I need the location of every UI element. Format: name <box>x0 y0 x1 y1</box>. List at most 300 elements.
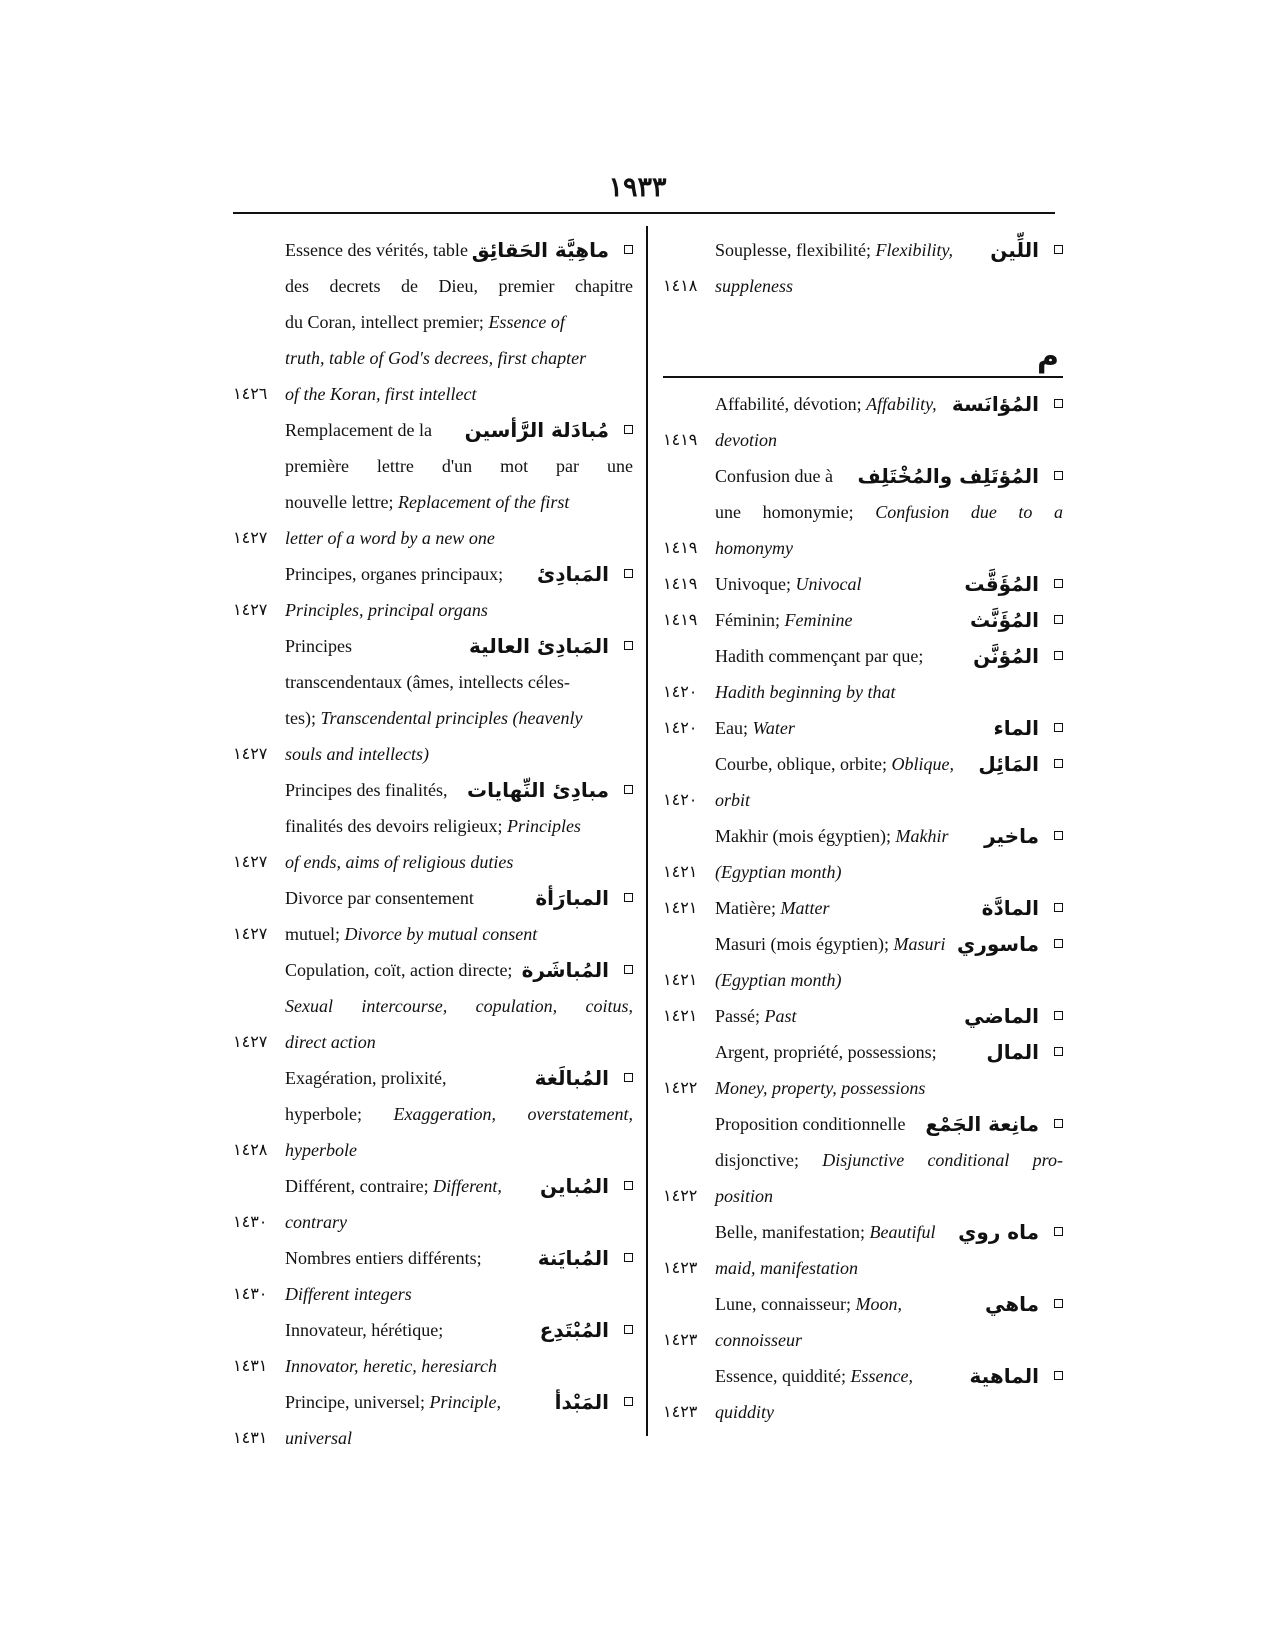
dictionary-entry <box>663 1034 1063 1106</box>
definition-text <box>285 1204 347 1240</box>
page-reference: ١٤٢٨ <box>233 1140 268 1159</box>
english-definition: direct action <box>285 1032 376 1052</box>
entry-line <box>663 1070 1063 1106</box>
entry-bullet-icon <box>624 965 633 974</box>
entry-line <box>233 1060 633 1096</box>
page-number: ١٩٣٣ <box>608 172 667 202</box>
english-definition: Hadith beginning by that <box>715 682 896 702</box>
definition-text <box>285 1096 633 1132</box>
arabic-term: اللِّين <box>990 238 1039 262</box>
entry-bullet-icon <box>1054 1371 1063 1380</box>
definition-text <box>285 1060 446 1096</box>
page-reference: ١٤١٩ <box>663 538 698 557</box>
entry-line <box>663 782 1063 818</box>
definition-text <box>285 304 565 340</box>
english-definition: Matter <box>780 898 830 918</box>
arabic-term: المُؤَقَّت <box>964 572 1039 596</box>
french-definition: Copulation, coït, action directe; <box>285 960 513 980</box>
entry-line <box>233 484 633 520</box>
dictionary-entry <box>663 1286 1063 1358</box>
english-definition: suppleness <box>715 276 793 296</box>
english-definition: Confusion due to a <box>875 502 1063 522</box>
entry-line <box>233 376 633 412</box>
dictionary-entry <box>663 602 1063 638</box>
definition-text <box>285 988 633 1024</box>
entry-bullet-icon <box>624 1397 633 1406</box>
definition-text <box>285 916 537 952</box>
english-definition: Sexual intercourse, copulation, coitus, <box>285 996 633 1016</box>
entry-bullet-icon <box>624 1073 633 1082</box>
dictionary-entry <box>663 890 1063 926</box>
french-definition: Principes des finalités, <box>285 780 448 800</box>
page-reference: ١٤١٨ <box>663 276 698 295</box>
french-definition: finalités des devoirs religieux; <box>285 816 503 836</box>
english-definition: of ends, aims of religious duties <box>285 852 514 872</box>
english-definition: Flexibility, <box>875 240 953 260</box>
entry-line <box>233 1168 633 1204</box>
entry-line <box>663 458 1063 494</box>
french-definition: Argent, propriété, possessions; <box>715 1042 937 1062</box>
english-definition: devotion <box>715 430 777 450</box>
english-definition: Univocal <box>795 574 862 594</box>
french-definition: hyperbole; <box>285 1104 362 1124</box>
definition-text <box>715 926 946 962</box>
dictionary-entry <box>233 880 633 952</box>
english-definition: Oblique, <box>891 754 954 774</box>
definition-text <box>715 998 797 1034</box>
entry-bullet-icon <box>1054 759 1063 768</box>
french-definition: Principes <box>285 636 352 656</box>
arabic-term: مانِعة الجَمْع <box>925 1112 1039 1136</box>
arabic-term: مبادِئ النِّهايات <box>467 778 609 802</box>
dictionary-entry <box>663 638 1063 710</box>
entry-bullet-icon <box>1054 579 1063 588</box>
entry-bullet-icon <box>1054 1299 1063 1308</box>
entry-line <box>663 746 1063 782</box>
definition-text <box>715 458 833 494</box>
arabic-term: المَبْدأ <box>554 1390 609 1414</box>
english-definition: universal <box>285 1428 352 1448</box>
french-definition: Univoque; <box>715 574 791 594</box>
dictionary-entry <box>663 1214 1063 1286</box>
french-definition: Exagération, prolixité, <box>285 1068 447 1088</box>
english-definition: homonymy <box>715 538 793 558</box>
french-definition: Confusion due à <box>715 466 833 486</box>
english-definition: quiddity <box>715 1402 774 1422</box>
definition-text <box>715 1358 913 1394</box>
entry-line <box>233 232 633 268</box>
french-definition: Courbe, oblique, orbite; <box>715 754 887 774</box>
english-definition: of the Koran, first intellect <box>285 384 477 404</box>
english-definition: souls and intellects) <box>285 744 429 764</box>
dictionary-entry <box>233 556 633 628</box>
right-column-entries <box>663 386 1063 1430</box>
page-reference: ١٤١٩ <box>663 610 698 629</box>
french-definition: Souplesse, flexibilité; <box>715 240 871 260</box>
definition-text <box>715 1250 858 1286</box>
entry-line <box>663 926 1063 962</box>
english-definition: Moon, <box>855 1294 902 1314</box>
french-definition: Essence, quiddité; <box>715 1366 846 1386</box>
arabic-term: المُباين <box>540 1174 609 1198</box>
entry-line <box>233 268 633 304</box>
definition-text <box>715 1142 1063 1178</box>
definition-text <box>285 1276 412 1312</box>
french-definition: Masuri (mois égyptien); <box>715 934 889 954</box>
english-definition: Transcendental principles (heavenly <box>320 708 583 728</box>
english-definition: contrary <box>285 1212 347 1232</box>
french-definition: mutuel; <box>285 924 340 944</box>
english-definition: Replacement of the first <box>397 492 570 512</box>
definition-text <box>715 232 953 268</box>
french-definition: Affabilité, dévotion; <box>715 394 862 414</box>
french-definition: Matière; <box>715 898 776 918</box>
english-definition: Water <box>752 718 795 738</box>
english-definition: Affability, <box>866 394 937 414</box>
entry-bullet-icon <box>1054 1047 1063 1056</box>
entry-bullet-icon <box>1054 245 1063 254</box>
page-reference: ١٤٢٦ <box>233 384 268 403</box>
english-definition: Essence, <box>850 1366 913 1386</box>
english-definition: letter of a word by a new one <box>285 528 495 548</box>
english-definition: Money, property, possessions <box>715 1078 926 1098</box>
dictionary-entry <box>663 1358 1063 1430</box>
dictionary-entry <box>663 386 1063 458</box>
definition-text <box>715 1214 935 1250</box>
page-reference: ١٤٢١ <box>663 898 698 917</box>
definition-text <box>285 484 569 520</box>
dictionary-entry <box>663 710 1063 746</box>
page-reference: ١٤٢٧ <box>233 528 268 547</box>
definition-text <box>285 1384 501 1420</box>
definition-text <box>715 1034 937 1070</box>
entry-line <box>663 1394 1063 1430</box>
english-definition: Principles, principal organs <box>285 600 488 620</box>
dictionary-entry <box>233 1060 633 1168</box>
entry-bullet-icon <box>1054 651 1063 660</box>
dictionary-entry <box>663 926 1063 998</box>
definition-text <box>715 1286 902 1322</box>
english-definition: hyperbole <box>285 1140 357 1160</box>
page-reference: ١٤٣١ <box>233 1356 268 1375</box>
definition-text <box>285 1312 443 1348</box>
entry-line <box>233 556 633 592</box>
entry-bullet-icon <box>624 569 633 578</box>
entry-line <box>663 232 1063 268</box>
definition-text <box>715 1106 906 1142</box>
dictionary-entry <box>663 1106 1063 1214</box>
english-definition: Principles <box>506 816 581 836</box>
page-reference: ١٤٣١ <box>233 1428 268 1447</box>
english-definition: Divorce by mutual consent <box>344 924 538 944</box>
definition-text <box>715 854 841 890</box>
english-definition: connoisseur <box>715 1330 802 1350</box>
entry-line <box>233 1312 633 1348</box>
entry-line <box>233 772 633 808</box>
english-definition: Feminine <box>784 610 853 630</box>
definition-text <box>285 1348 497 1384</box>
definition-text <box>715 1322 802 1358</box>
arabic-term: الماهية <box>969 1364 1039 1388</box>
page-reference: ١٤٢١ <box>663 1006 698 1025</box>
entry-line <box>233 1132 633 1168</box>
french-definition: une homonymie; <box>715 502 854 522</box>
definition-text <box>715 1178 773 1214</box>
definition-text <box>715 530 793 566</box>
entry-line <box>663 268 1063 304</box>
definition-text <box>715 494 1063 530</box>
english-definition: maid, manifestation <box>715 1258 858 1278</box>
dictionary-entry <box>233 772 633 880</box>
arabic-term: ماخير <box>984 824 1039 848</box>
arabic-term: المَائِل <box>978 752 1039 776</box>
definition-text <box>715 746 954 782</box>
french-definition: Hadith commençant par que; <box>715 646 924 666</box>
definition-text <box>285 340 586 376</box>
english-definition: Masuri <box>893 934 946 954</box>
dictionary-entry <box>663 998 1063 1034</box>
definition-text <box>285 1420 352 1456</box>
entry-bullet-icon <box>1054 831 1063 840</box>
entry-line <box>233 1276 633 1312</box>
entry-bullet-icon <box>624 1325 633 1334</box>
english-definition: (Egyptian month) <box>715 970 842 990</box>
entry-bullet-icon <box>1054 903 1063 912</box>
entry-line <box>233 1420 633 1456</box>
arabic-term: المُؤتَلِف والمُخْتَلِف <box>857 464 1039 488</box>
arabic-term: مُبادَلة الرَّأسين <box>464 418 609 442</box>
left-column <box>233 232 633 1456</box>
entry-line <box>663 1214 1063 1250</box>
entry-line <box>663 674 1063 710</box>
definition-text <box>715 1070 925 1106</box>
english-definition: truth, table of God's decrees, first chapter <box>285 348 587 368</box>
entry-line <box>663 1142 1063 1178</box>
definition-text <box>715 710 795 746</box>
entry-line <box>233 340 633 376</box>
page-reference: ١٤٢٠ <box>663 718 698 737</box>
definition-text <box>285 556 503 592</box>
dictionary-entry <box>233 628 633 772</box>
french-definition: Féminin; <box>715 610 781 630</box>
entry-line <box>663 602 1063 638</box>
entry-bullet-icon <box>624 1253 633 1262</box>
arabic-term: الماء <box>993 716 1039 740</box>
french-definition: Nombres entiers différents; <box>285 1248 482 1268</box>
entry-line <box>663 494 1063 530</box>
entry-line <box>663 890 1063 926</box>
entry-line <box>233 1024 633 1060</box>
english-definition: Beautiful <box>869 1222 936 1242</box>
page-reference: ١٤٣٠ <box>233 1212 268 1231</box>
entry-line <box>233 412 633 448</box>
french-definition: Innovateur, hérétique; <box>285 1320 444 1340</box>
arabic-term: ماسوري <box>957 932 1039 956</box>
entry-line <box>233 1240 633 1276</box>
arabic-term: المبارَأة <box>535 886 609 910</box>
definition-text <box>715 1394 774 1430</box>
entry-bullet-icon <box>624 1181 633 1190</box>
entry-line <box>663 1286 1063 1322</box>
definition-text <box>285 1132 357 1168</box>
entry-bullet-icon <box>1054 1119 1063 1128</box>
french-definition: Divorce par consentement <box>285 888 474 908</box>
arabic-term: المَبادِئ العالية <box>469 634 609 658</box>
definition-text <box>285 772 447 808</box>
page-reference: ١٤٣٠ <box>233 1284 268 1303</box>
entry-line <box>233 628 633 664</box>
french-definition: des decrets de Dieu, premier chapitre <box>285 276 633 296</box>
entry-line <box>663 818 1063 854</box>
entry-bullet-icon <box>624 641 633 650</box>
arabic-term: المُبايَنة <box>537 1246 609 1270</box>
french-definition: Remplacement de la <box>285 420 432 440</box>
entry-bullet-icon <box>1054 1227 1063 1236</box>
dictionary-entry <box>663 566 1063 602</box>
arabic-term: ماهي <box>985 1292 1039 1316</box>
english-definition: Essence of <box>488 312 565 332</box>
definition-text <box>285 448 633 484</box>
page-reference: ١٤٢٣ <box>663 1258 698 1277</box>
dictionary-entry <box>233 1168 633 1240</box>
entry-bullet-icon <box>624 785 633 794</box>
entry-line <box>233 736 633 772</box>
english-definition: position <box>715 1186 774 1206</box>
entry-bullet-icon <box>624 245 633 254</box>
arabic-term: المُؤانَسة <box>951 392 1039 416</box>
definition-text <box>715 386 937 422</box>
entry-line <box>233 520 633 556</box>
french-definition: tes); <box>285 708 316 728</box>
entry-line <box>663 566 1063 602</box>
entry-line <box>663 1250 1063 1286</box>
entry-line <box>663 998 1063 1034</box>
french-definition: première lettre d'un mot par une <box>285 456 633 476</box>
entry-line <box>233 592 633 628</box>
french-definition: Proposition conditionnelle <box>715 1114 906 1134</box>
definition-text <box>285 700 582 736</box>
french-definition: Passé; <box>715 1006 760 1026</box>
header-rule <box>233 212 1055 214</box>
arabic-term: المال <box>986 1040 1039 1064</box>
definition-text <box>715 422 777 458</box>
entry-line <box>233 1204 633 1240</box>
definition-text <box>285 664 570 700</box>
english-definition: Makhir <box>895 826 949 846</box>
entry-bullet-icon <box>1054 471 1063 480</box>
english-definition: Innovator, heretic, heresiarch <box>285 1356 497 1376</box>
entry-line <box>233 448 633 484</box>
definition-text <box>715 674 895 710</box>
page-reference: ١٤٢٧ <box>233 600 268 619</box>
definition-text <box>285 376 477 412</box>
page-reference: ١٤٢١ <box>663 970 698 989</box>
entry-line <box>663 962 1063 998</box>
entry-line <box>233 880 633 916</box>
dictionary-entry <box>663 232 1063 304</box>
entry-line <box>663 530 1063 566</box>
arabic-term: ماهِيَّة الحَقائِق <box>471 238 609 262</box>
definition-text <box>285 1024 376 1060</box>
french-definition: nouvelle lettre; <box>285 492 394 512</box>
section-header <box>663 330 1063 378</box>
french-definition: Différent, contraire; <box>285 1176 429 1196</box>
page-reference: ١٤٢٢ <box>663 1186 698 1205</box>
english-definition: orbit <box>715 790 751 810</box>
entry-line <box>663 1106 1063 1142</box>
page-reference: ١٤٢٧ <box>233 852 268 871</box>
page-reference: ١٤٢٠ <box>663 790 698 809</box>
dictionary-entry <box>233 952 633 1060</box>
definition-text <box>285 844 513 880</box>
dictionary-entry <box>663 746 1063 818</box>
entry-line <box>663 1034 1063 1070</box>
page-reference: ١٤١٩ <box>663 574 698 593</box>
dictionary-entry <box>663 818 1063 890</box>
dictionary-entry <box>233 1312 633 1384</box>
arabic-term: المُؤنَّن <box>973 644 1039 668</box>
definition-text <box>285 628 352 664</box>
definition-text <box>715 602 853 638</box>
entry-line <box>233 916 633 952</box>
english-definition: Disjunctive conditional pro- <box>822 1150 1063 1170</box>
dictionary-entry <box>663 458 1063 566</box>
page-reference: ١٤٢٣ <box>663 1330 698 1349</box>
definition-text <box>285 808 581 844</box>
definition-text <box>715 268 793 304</box>
definition-text <box>715 566 861 602</box>
entry-bullet-icon <box>1054 723 1063 732</box>
definition-text <box>715 962 841 998</box>
entry-line <box>663 1322 1063 1358</box>
definition-text <box>715 890 829 926</box>
page-reference: ١٤٢٢ <box>663 1078 698 1097</box>
definition-text <box>285 412 432 448</box>
right-column <box>663 232 1063 1430</box>
entry-line <box>663 422 1063 458</box>
entry-bullet-icon <box>1054 399 1063 408</box>
arabic-term: المُباشَرة <box>521 958 609 982</box>
french-definition: transcendentaux (âmes, intellects céles- <box>285 672 570 692</box>
entry-line <box>663 854 1063 890</box>
entry-bullet-icon <box>1054 615 1063 624</box>
page-reference: ١٤٢٠ <box>663 682 698 701</box>
arabic-term: المَبادِئ <box>536 562 609 586</box>
french-definition: Belle, manifestation; <box>715 1222 865 1242</box>
entry-line <box>233 952 633 988</box>
arabic-term: المُبْتَدِع <box>539 1318 609 1342</box>
definition-text <box>715 818 948 854</box>
column-divider <box>646 226 648 1436</box>
page-reference: ١٤٢٧ <box>233 924 268 943</box>
entry-line <box>233 1096 633 1132</box>
french-definition: Eau; <box>715 718 748 738</box>
definition-text <box>285 592 488 628</box>
entry-line <box>233 1384 633 1420</box>
definition-text <box>285 520 495 556</box>
french-definition: Principes, organes principaux; <box>285 564 504 584</box>
entry-line <box>233 664 633 700</box>
arabic-term: المُؤَنَّث <box>970 608 1039 632</box>
entry-line <box>233 844 633 880</box>
english-definition: Different integers <box>285 1284 412 1304</box>
entry-line <box>233 988 633 1024</box>
definition-text <box>285 736 429 772</box>
right-column-top-entries <box>663 232 1063 304</box>
french-definition: du Coran, intellect premier; <box>285 312 484 332</box>
section-letter: م <box>1037 339 1059 374</box>
definition-text <box>715 638 923 674</box>
